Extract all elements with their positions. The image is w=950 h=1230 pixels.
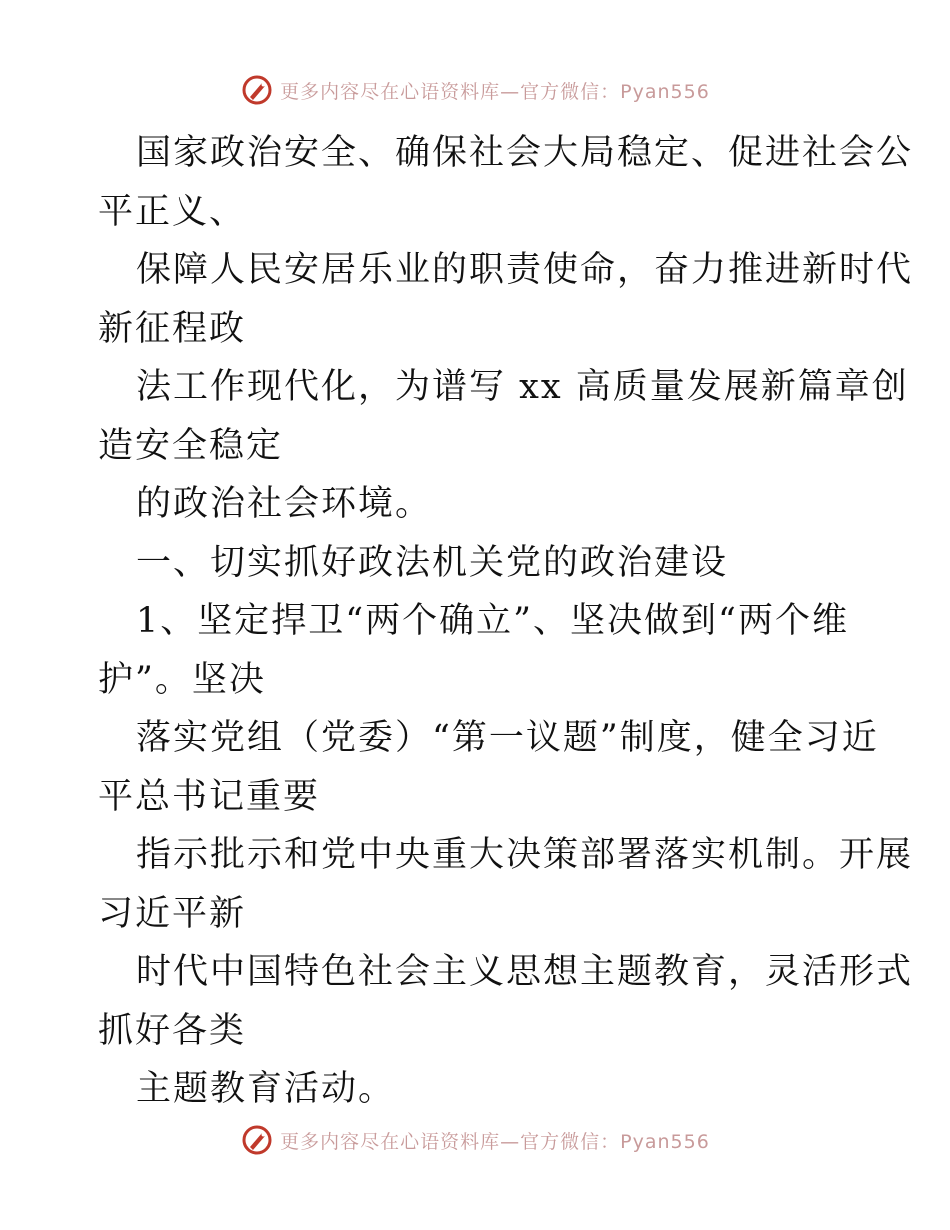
text-line: 1、坚定捍卫“两个确立”、坚决做到“两个维 <box>136 601 849 641</box>
text-line: 习近平新 <box>98 893 247 934</box>
pen-nib-logo-icon <box>240 1123 274 1157</box>
text-line: 法工作现代化，为谱写 xx 高质量发展新篇章创 <box>136 367 909 407</box>
text-line: 的政治社会环境。 <box>136 484 433 524</box>
text-line: 新征程政 <box>98 308 247 349</box>
text-line: 造安全稳定 <box>98 425 284 466</box>
document-body <box>98 124 914 1119</box>
text-line: 国家政治安全、确保社会大局稳定、促进社会公 <box>136 133 914 173</box>
text-line: 一、切实抓好政法机关党的政治建设 <box>136 542 729 583</box>
text-line: 抓好各类 <box>98 1010 247 1051</box>
text-line: 指示批示和党中央重大决策部署落实机制。开展 <box>136 835 914 875</box>
watermark-text: 更多内容尽在心语资料库—官方微信：Pyan556 <box>280 1130 710 1153</box>
text-line: 平正义、 <box>98 191 247 232</box>
text-line: 保障人民安居乐业的职责使命，奋力推进新时代 <box>136 250 914 290</box>
watermark-text: 更多内容尽在心语资料库—官方微信：Pyan556 <box>280 80 710 103</box>
text-line: 时代中国特色社会主义思想主题教育，灵活形式 <box>136 952 914 992</box>
text-line: 主题教育活动。 <box>136 1069 396 1109</box>
header-watermark <box>0 70 950 110</box>
text-line: 平总书记重要 <box>98 776 321 817</box>
text-line: 护”。坚决 <box>98 659 266 700</box>
footer-watermark <box>0 1120 950 1160</box>
pen-nib-logo-icon <box>240 73 274 107</box>
text-line: 落实党组（党委）“第一议题”制度，健全习近 <box>136 718 879 758</box>
